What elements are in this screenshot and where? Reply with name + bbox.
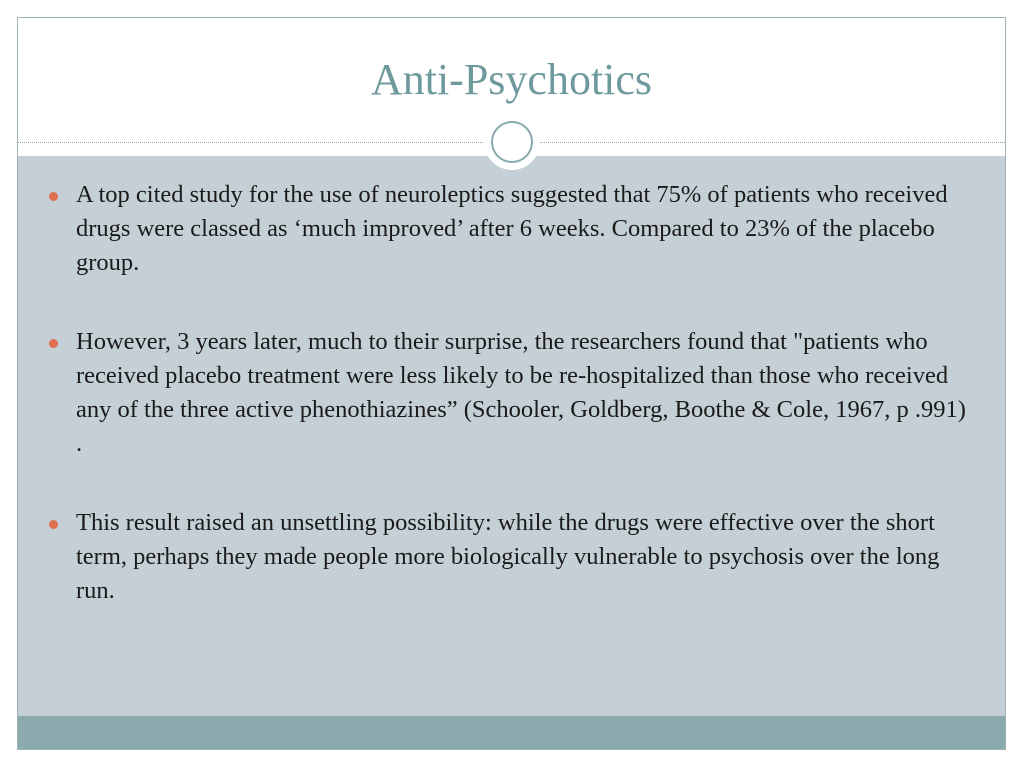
bullet-dot-icon — [49, 192, 58, 201]
bullet-item — [18, 506, 975, 608]
bullet-dot-icon — [49, 339, 58, 348]
bullet-text: A top cited study for the use of neuroleptics suggested that 75% of patients who received drugs were classed as ‘much improved’ after 6 weeks. Compared to 23% of the placebo group. — [76, 181, 948, 276]
bullet-text: This result raised an unsettling possibility: while the drugs were effective over the short term, perhaps they made people more biologically vulnerable to psychosis over the long run. — [76, 509, 940, 604]
slide-title: Anti-Psychotics — [370, 55, 653, 104]
bullet-item — [18, 325, 975, 461]
bullet-list — [18, 178, 1005, 608]
bullet-item — [18, 178, 975, 280]
bullet-text: However, 3 years later, much to their surprise, the researchers found that "patients who received placebo treatment were less likely to be re-hospitalized than those who received any of the three active phenothiazines” (Schooler, Goldberg, Boothe & Cole, 1967, p .991) . — [76, 328, 966, 457]
bullet-dot-icon — [49, 520, 58, 529]
slide — [17, 17, 1006, 750]
footer-band — [18, 716, 1005, 750]
ornament-ring — [491, 121, 533, 163]
circle-ornament-icon — [484, 114, 540, 170]
